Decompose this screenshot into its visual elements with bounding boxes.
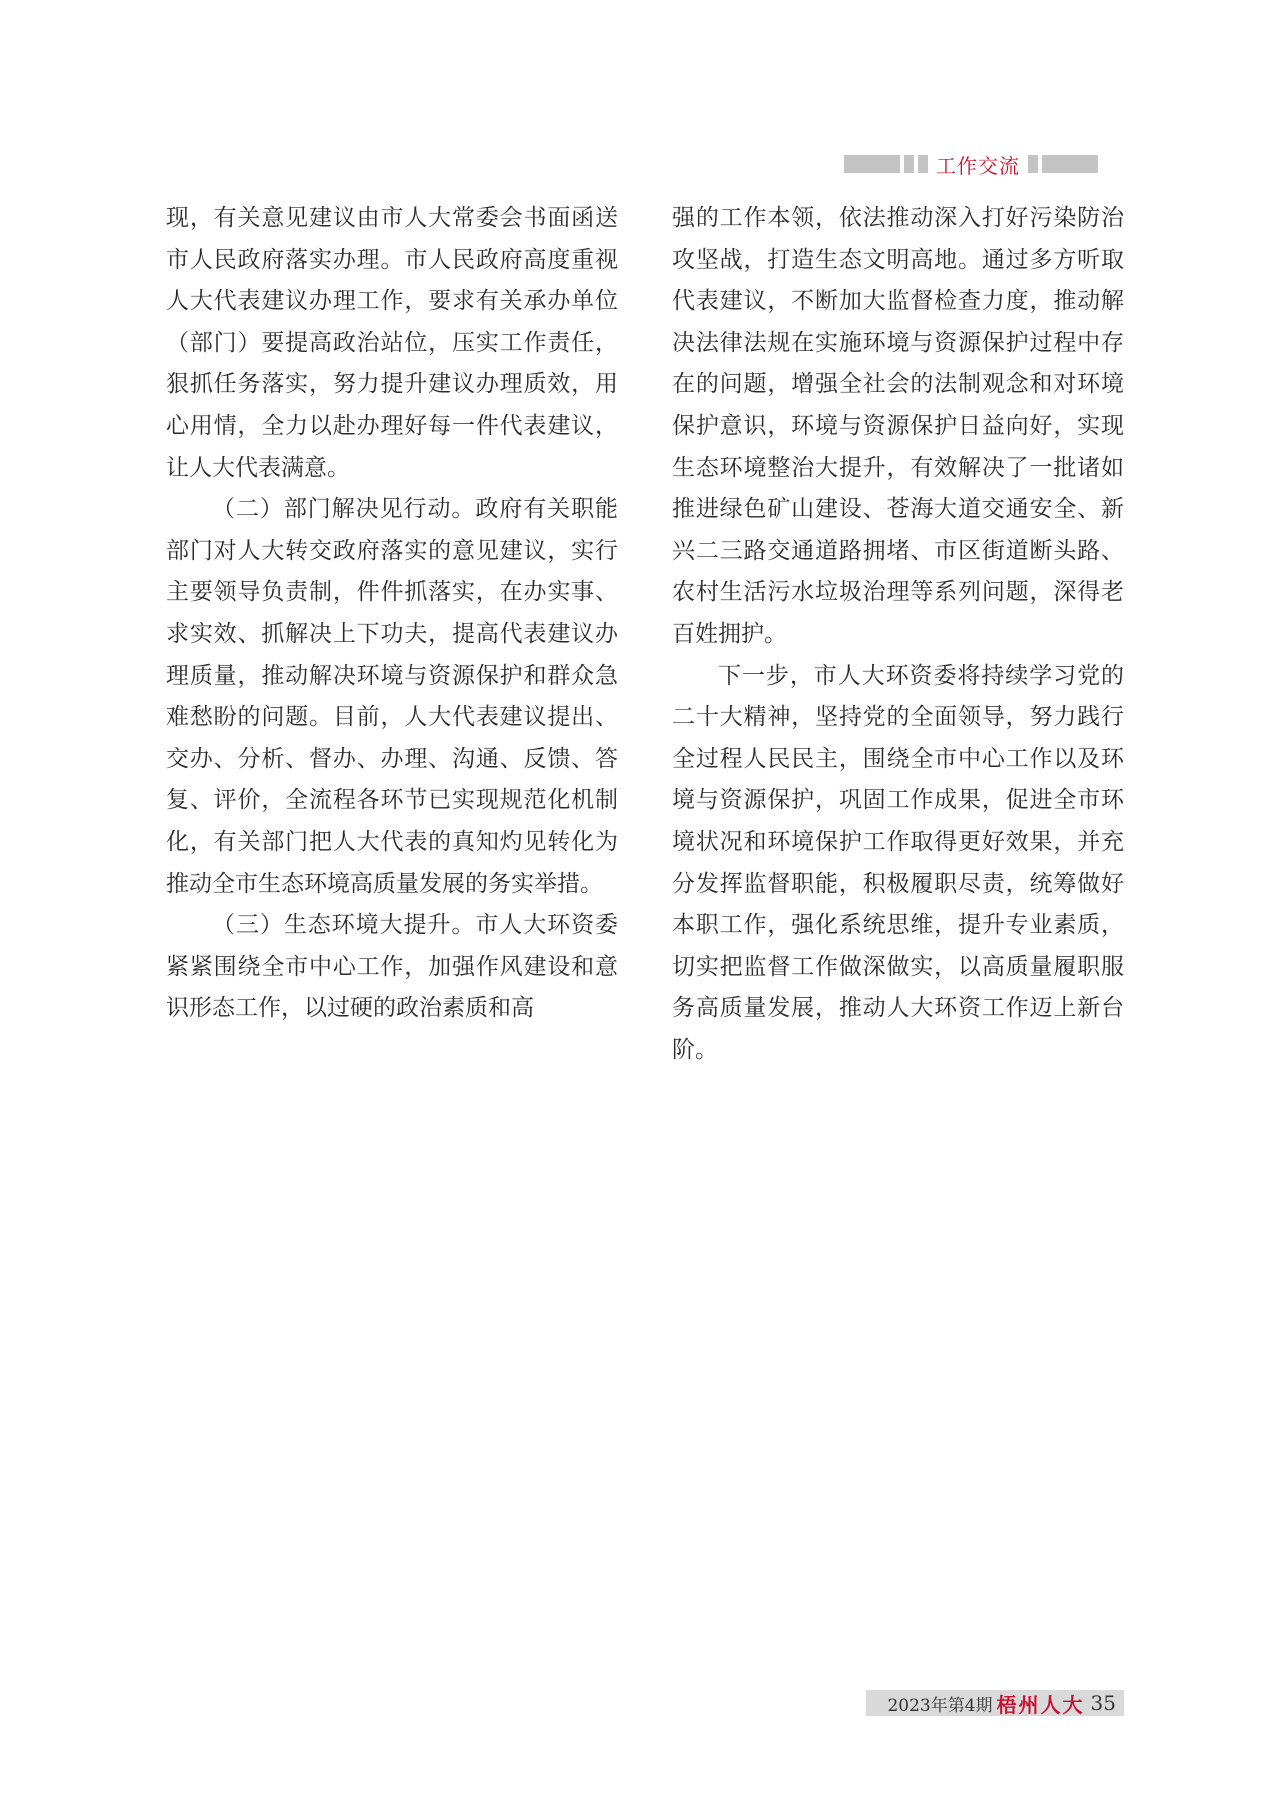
left-column [166,198,618,1030]
magazine-name: 梧州人大 [996,1692,1085,1717]
header-bar [918,155,928,173]
header-bar [1028,155,1038,173]
paragraph: 下一步，市人大环资委将持续学习党的二十大精神，坚持党的全面领导，努力践行全过程人民民主，围绕全市中心工作以及环境与资源保护，巩固工作成果，促进全市环境状况和环境保护工作取得更好效果，并充分发挥监督职能，积极履职尽责，统筹做好本职工作，强化系统思维，提升专业素质，切实把监督工作做深做实，以高质量履职服务高质量发展，推动人大环资工作迈上新台阶。 [672,662,1124,1063]
section-title: 工作交流 [936,153,1020,178]
issue-label: 2023年第4期 [887,1695,993,1716]
header-bar [844,155,900,173]
right-column [672,198,1124,1071]
page-footer [866,1690,1124,1716]
paragraph: （三）生态环境大提升。市人大环资委紧紧围绕全市中心工作，加强作风建设和意识形态工作，以过硬的政治素质和高 [166,912,618,1022]
paragraph: 现，有关意见建议由市人大常委会书面函送市人民政府落实办理。市人民政府高度重视人大代表建议办理工作，要求有关承办单位（部门）要提高政治站位，压实工作责任，狠抓任务落实，努力提升建议办理质效，用心用情，全力以赴办理好每一件代表建议，让人大代表满意。 [166,205,618,481]
section-header [844,152,1120,176]
header-bar [904,155,914,173]
paragraph: 强的工作本领，依法推动深入打好污染防治攻坚战，打造生态文明高地。通过多方听取代表建议，不断加大监督检查力度，推动解决法律法规在实施环境与资源保护过程中存在的问题，增强全社会的法制观念和对环境保护意识，环境与资源保护日益向好，实现生态环境整治大提升，有效解决了一批诸如推进绿色矿山建设、苍海大道交通安全、新兴二三路交通道路拥堵、市区街道断头路、农村生活污水垃圾治理等系列问题，深得老百姓拥护。 [672,205,1124,647]
page-number: 35 [1090,1691,1116,1715]
paragraph: （二）部门解决见行动。政府有关职能部门对人大转交政府落实的意见建议，实行主要领导负责制，件件抓落实，在办实事、求实效、抓解决上下功夫，提高代表建议办理质量，推动解决环境与资源保护和群众急难愁盼的问题。目前，人大代表建议提出、交办、分析、督办、办理、沟通、反馈、答复、评价，全流程各环节已实现规范化机制化，有关部门把人大代表的真知灼见转化为推动全市生态环境高质量发展的务实举措。 [166,496,618,897]
header-bar [1042,155,1098,173]
